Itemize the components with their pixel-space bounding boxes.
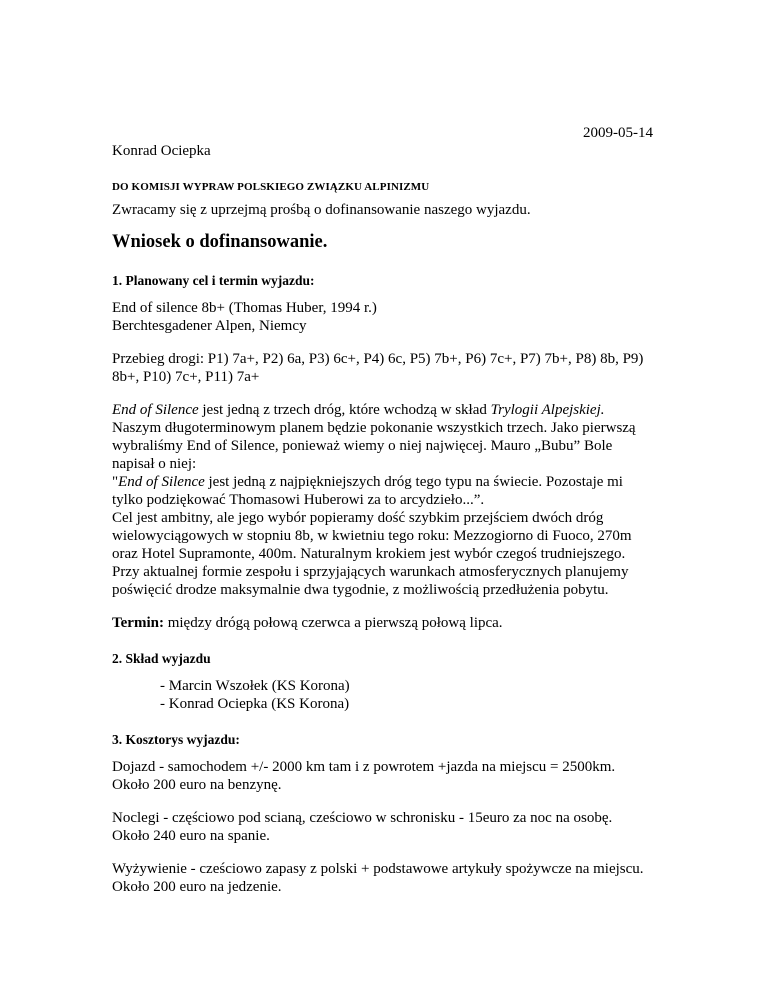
recipient-line: DO KOMISJI WYPRAW POLSKIEGO ZWIĄZKU ALPINIZMU xyxy=(112,181,430,193)
goal-line-1: Cel jest ambitny, ale jego wybór popieramy dość szybkim przejściem dwóch dróg xyxy=(112,510,604,526)
travel-cost-line-1: Dojazd - samochodem +/- 2000 km tam i z powrotem +jazda na miejscu = 2500km. xyxy=(112,759,616,775)
section-2-heading: 2. Skład wyjazdu xyxy=(112,651,211,666)
goal-line-5: poświęcić drodze maksymalnie dwa tygodnie, z możliwością przedłużenia pobytu. xyxy=(112,582,609,598)
pitches-line-1: Przebieg drogi: P1) 7a+, P2) 6a, P3) 6c+, P4) 6c, P5) 7b+, P6) 7c+, P7) 7b+, P8) 8b, P9) xyxy=(112,351,644,367)
author-name: Konrad Ociepka xyxy=(112,143,211,159)
route-location: Berchtesgadener Alpen, Niemcy xyxy=(112,318,307,334)
trilogy-italic: Trylogii Alpejskiej. xyxy=(490,402,605,418)
section-1-heading: 1. Planowany cel i termin wyjazdu: xyxy=(112,273,315,288)
intro-paragraph: Zwracamy się z uprzejmą prośbą o dofinansowanie naszego wyjazdu. xyxy=(112,202,531,218)
lodging-cost-line-2: Około 240 euro na spanie. xyxy=(112,828,270,844)
description-text: jest jedną z trzech dróg, które wchodzą w skład xyxy=(198,402,491,418)
description-line-4: napisał o niej: xyxy=(112,456,197,472)
term-text: między drógą połową czerwca a pierwszą połową lipca. xyxy=(163,615,503,631)
pitches-line-2: 8b+, P10) 7c+, P11) 7a+ xyxy=(112,369,260,385)
quote-line-1 xyxy=(112,473,623,491)
quote-line-2: tylko podziękować Thomasowi Huberowi za to arcydzieło...”. xyxy=(112,492,485,508)
food-cost-line-2: Około 200 euro na jedzenie. xyxy=(112,879,282,895)
goal-line-3: oraz Hotel Supramonte, 400m. Naturalnym krokiem jest wybór czegoś trudniejszego. xyxy=(112,546,626,562)
goal-line-4: Przy aktualnej formie zespołu i sprzyjających warunkach atmosferycznych planujemy xyxy=(112,564,629,580)
member-item: - Marcin Wszołek (KS Korona) xyxy=(160,678,350,694)
member-item: - Konrad Ociepka (KS Korona) xyxy=(160,696,350,712)
quote-route-italic: End of Silence xyxy=(118,474,205,490)
description-line-3: wybraliśmy End of Silence, ponieważ wiemy o niej najwięcej. Mauro „Bubu” Bole xyxy=(112,438,613,454)
travel-cost-line-2: Około 200 euro na benzynę. xyxy=(112,777,282,793)
quote-text: jest jedną z najpiękniejszych dróg tego typu na świecie. Pozostaje mi xyxy=(204,474,623,490)
route-name: End of silence 8b+ (Thomas Huber, 1994 r.) xyxy=(112,300,377,316)
term-label: Termin: xyxy=(112,615,164,631)
section-3-heading: 3. Kosztorys wyjazdu: xyxy=(112,732,240,747)
food-cost-line-1: Wyżywienie - cześciowo zapasy z polski + podstawowe artykuły spożywcze na miejscu. xyxy=(112,861,644,877)
document-date: 2009-05-14 xyxy=(583,125,653,141)
route-title-italic: End of Silence xyxy=(112,402,199,418)
description-line-2: Naszym długoterminowym planem będzie pokonanie wszystkich trzech. Jako pierwszą xyxy=(112,420,636,436)
lodging-cost-line-1: Noclegi - częściowo pod scianą, cześciowo w schronisku - 15euro za noc na osobę. xyxy=(112,810,613,826)
quote-mark: " xyxy=(112,474,119,490)
term-line xyxy=(112,614,503,632)
goal-line-2: wielowyciągowych w stopniu 8b, w kwietniu tego roku: Mezzogiorno di Fuoco, 270m xyxy=(112,528,632,544)
description-line-1 xyxy=(112,401,605,419)
document-title: Wniosek o dofinansowanie. xyxy=(112,232,328,252)
